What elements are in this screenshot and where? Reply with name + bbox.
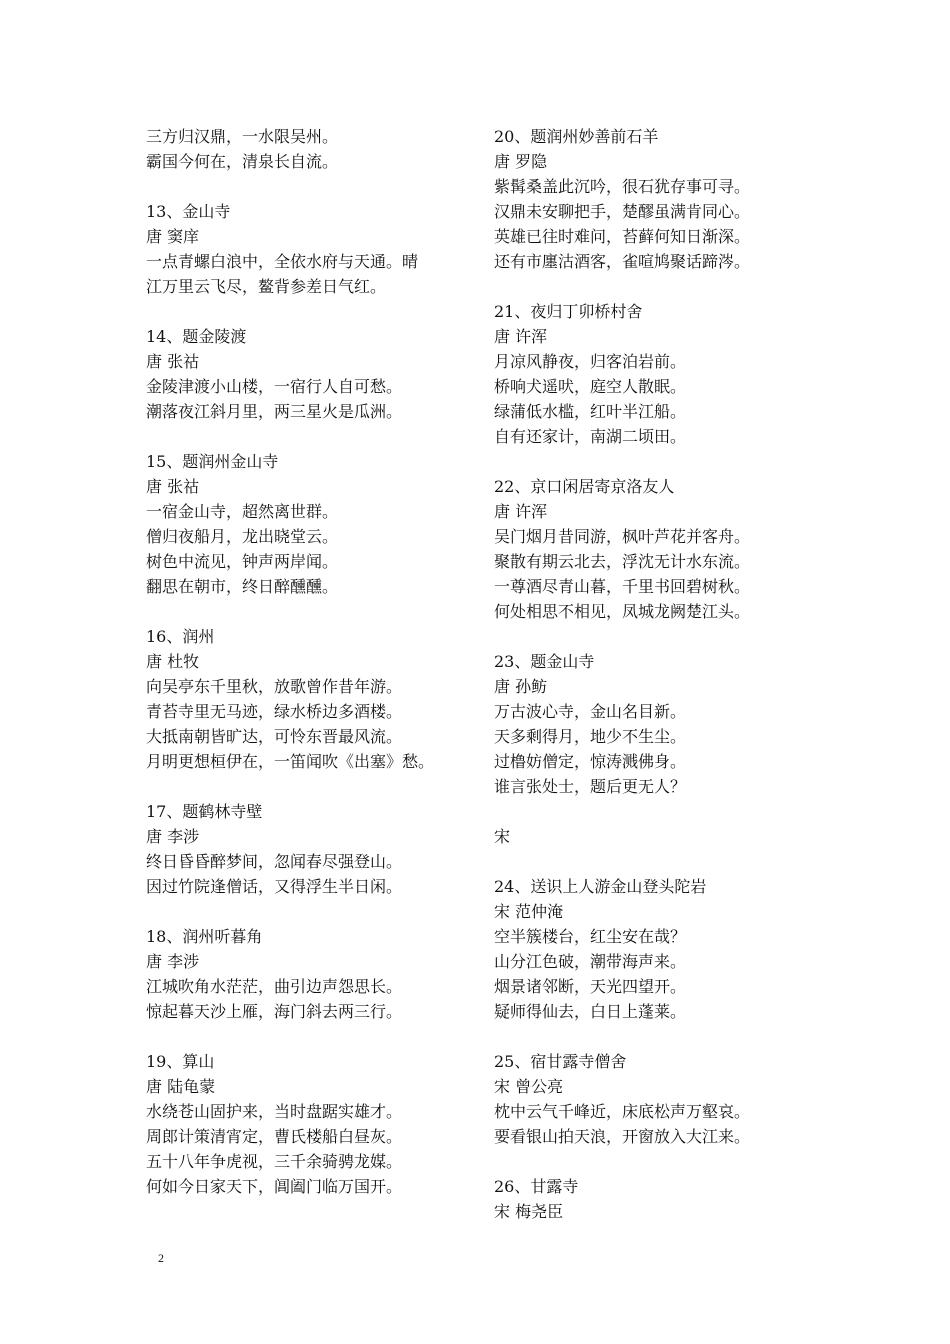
poem-title: 19、算山: [146, 1052, 215, 1071]
poem-line: 枕中云气千峰近，床底松声万壑哀。: [494, 1102, 751, 1121]
poem-line: 周郎计策清宵定，曹氏楼船白昼灰。: [146, 1127, 403, 1146]
poem-author: 唐 张祜: [146, 477, 200, 496]
poem-line: 山分江色破，潮带海声来。: [494, 952, 687, 971]
poem-line: 过橹妨僧定，惊涛溅佛身。: [494, 752, 687, 771]
poem-title: 18、润州听暮角: [146, 927, 263, 946]
stanza-gap: [494, 1149, 804, 1174]
poem-line: 五十八年争虎视，三千余骑骋龙媒。: [146, 1152, 403, 1171]
poem-title: 25、宿甘露寺僧舍: [494, 1052, 627, 1071]
poem-line: 桥响犬遥吠，庭空人散眠。: [494, 377, 687, 396]
poem-line: 霸国今何在，清泉长自流。: [146, 152, 339, 171]
poem-author: 唐 杜牧: [146, 652, 200, 671]
poem-line: 向吴亭东千里秋，放歌曾作昔年游。: [146, 677, 403, 696]
poem-author: 唐 许浑: [494, 327, 548, 346]
poem-block: [494, 649, 804, 799]
poem-author: 宋 范仲淹: [494, 902, 564, 921]
stanza-gap: [146, 1024, 476, 1049]
poem-line: 烟景诸邻断，天光四望开。: [494, 977, 687, 996]
poem-author: 宋 梅尧臣: [494, 1202, 564, 1221]
poem-title: 13、金山寺: [146, 202, 231, 221]
poem-line: 一点青螺白浪中，全依水府与天通。晴: [146, 252, 419, 271]
poem-line: 何如今日家天下，阊阖门临万国开。: [146, 1177, 403, 1196]
poem-author: 唐 孙鲂: [494, 677, 548, 696]
stanza-gap: [146, 774, 476, 799]
poem-title: 20、题润州妙善前石羊: [494, 127, 659, 146]
stanza-gap: [146, 899, 476, 924]
poem-title: 14、题金陵渡: [146, 327, 247, 346]
poem-line: 聚散有期云北去，浮沈无计水东流。: [494, 552, 751, 571]
poem-line: 江万里云飞尽，鳌背参差日气红。: [146, 277, 387, 296]
poem-line: 还有市廛沽酒客，雀喧鸠聚话蹄涔。: [494, 252, 751, 271]
poem-block: [146, 324, 476, 424]
poem-author: 唐 陆龟蒙: [146, 1077, 216, 1096]
poem-author: 宋 曾公亮: [494, 1077, 564, 1096]
poem-line: 英雄已往时难问，苔藓何知日渐深。: [494, 227, 751, 246]
poem-title: 16、润州: [146, 627, 215, 646]
page-number: 2: [158, 1251, 164, 1265]
poem-title: 26、甘露寺: [494, 1177, 579, 1196]
poem-title: 17、题鹤林寺壁: [146, 802, 263, 821]
poem-line: 一尊酒尽青山暮，千里书回碧树秋。: [494, 577, 751, 596]
dynasty-heading: 宋: [494, 827, 511, 846]
stanza-gap: [494, 624, 804, 649]
poem-line: 树色中流见，钟声两岸闻。: [146, 552, 339, 571]
poem-title: 15、题润州金山寺: [146, 452, 279, 471]
stanza-gap: [146, 599, 476, 624]
right-column: [494, 124, 804, 1224]
poem-line: 何处相思不相见，凤城龙阙楚江头。: [494, 602, 751, 621]
poem-line: 僧归夜船月，龙出晓堂云。: [146, 527, 339, 546]
poem-line: 江城吹角水茫茫，曲引边声怨思长。: [146, 977, 403, 996]
stanza-gap: [146, 174, 476, 199]
poem-line: 月明更想桓伊在，一笛闻吹《出塞》愁。: [146, 752, 435, 771]
poem-block: [494, 1174, 804, 1224]
poem-block: [494, 124, 804, 274]
poem-line: 翻思在朝市，终日醉醺醺。: [146, 577, 339, 596]
poem-line: 紫髯桑盖此沉吟，很石犹存事可寻。: [494, 177, 751, 196]
poem-block: [146, 624, 476, 774]
poem-block: [494, 474, 804, 624]
stanza-gap: [494, 1024, 804, 1049]
poem-line: 疑师得仙去，白日上蓬莱。: [494, 1002, 687, 1021]
poem-author: 唐 李涉: [146, 827, 200, 846]
poem-block: [146, 449, 476, 599]
poem-line: 青苔寺里无马迹，绿水桥边多酒楼。: [146, 702, 403, 721]
poem-line: 天多剩得月，地少不生尘。: [494, 727, 687, 746]
poem-line: 潮落夜江斜月里，两三星火是瓜洲。: [146, 402, 403, 421]
poem-line: 绿蒲低水槛，红叶半江船。: [494, 402, 687, 421]
poem-block: [146, 199, 476, 299]
poem-line: 汉鼎未安聊把手，楚醪虽满肯同心。: [494, 202, 751, 221]
stanza-gap: [494, 449, 804, 474]
poem-author: 唐 李涉: [146, 952, 200, 971]
poem-line: 惊起暮天沙上雁，海门斜去两三行。: [146, 1002, 403, 1021]
poem-line: 谁言张处士，题后更无人？: [494, 777, 687, 796]
poem-line: 万古波心寺，金山名目新。: [494, 702, 687, 721]
poem-line: 三方归汉鼎，一水限吴州。: [146, 127, 339, 146]
poem-author: 唐 罗隐: [494, 152, 548, 171]
poem-title: 23、题金山寺: [494, 652, 595, 671]
poem-block: [146, 924, 476, 1024]
poem-line: 一宿金山寺，超然离世群。: [146, 502, 339, 521]
poem-line: 水绕苍山固护来，当时盘踞实雄才。: [146, 1102, 403, 1121]
poem-title: 24、送识上人游金山登头陀岩: [494, 877, 707, 896]
poem-block: [146, 799, 476, 899]
poem-line: 金陵津渡小山楼，一宿行人自可愁。: [146, 377, 403, 396]
poem-author: 唐 窦庠: [146, 227, 200, 246]
stanza-gap: [146, 424, 476, 449]
poem-block: [494, 874, 804, 1024]
poem-line: 终日昏昏醉梦间，忽闻春尽强登山。: [146, 852, 403, 871]
poem-author: 唐 张祜: [146, 352, 200, 371]
poem-line: 吴门烟月昔同游，枫叶芦花并客舟。: [494, 527, 751, 546]
stanza-gap: [146, 299, 476, 324]
poem-line: 月凉风静夜，归客泊岩前。: [494, 352, 687, 371]
stanza-gap: [494, 799, 804, 824]
poem-line: 自有还家计，南湖二顷田。: [494, 427, 687, 446]
poem-line: 空半簇楼台，红尘安在哉？: [494, 927, 687, 946]
poem-line: 要看银山拍天浪，开窗放入大江来。: [494, 1127, 751, 1146]
poem-block: [494, 1049, 804, 1149]
poem-author: 唐 许浑: [494, 502, 548, 521]
poem-title: 21、夜归丁卯桥村舍: [494, 302, 643, 321]
poem-line: 大抵南朝皆旷达，可怜东晋最风流。: [146, 727, 403, 746]
poem-block: [146, 1049, 476, 1199]
stanza-gap: [494, 849, 804, 874]
poem-block: [494, 299, 804, 449]
stanza-gap: [494, 274, 804, 299]
left-column: [146, 124, 476, 1199]
poem-title: 22、京口闲居寄京洛友人: [494, 477, 675, 496]
poem-line: 因过竹院逢僧话，又得浮生半日闲。: [146, 877, 403, 896]
